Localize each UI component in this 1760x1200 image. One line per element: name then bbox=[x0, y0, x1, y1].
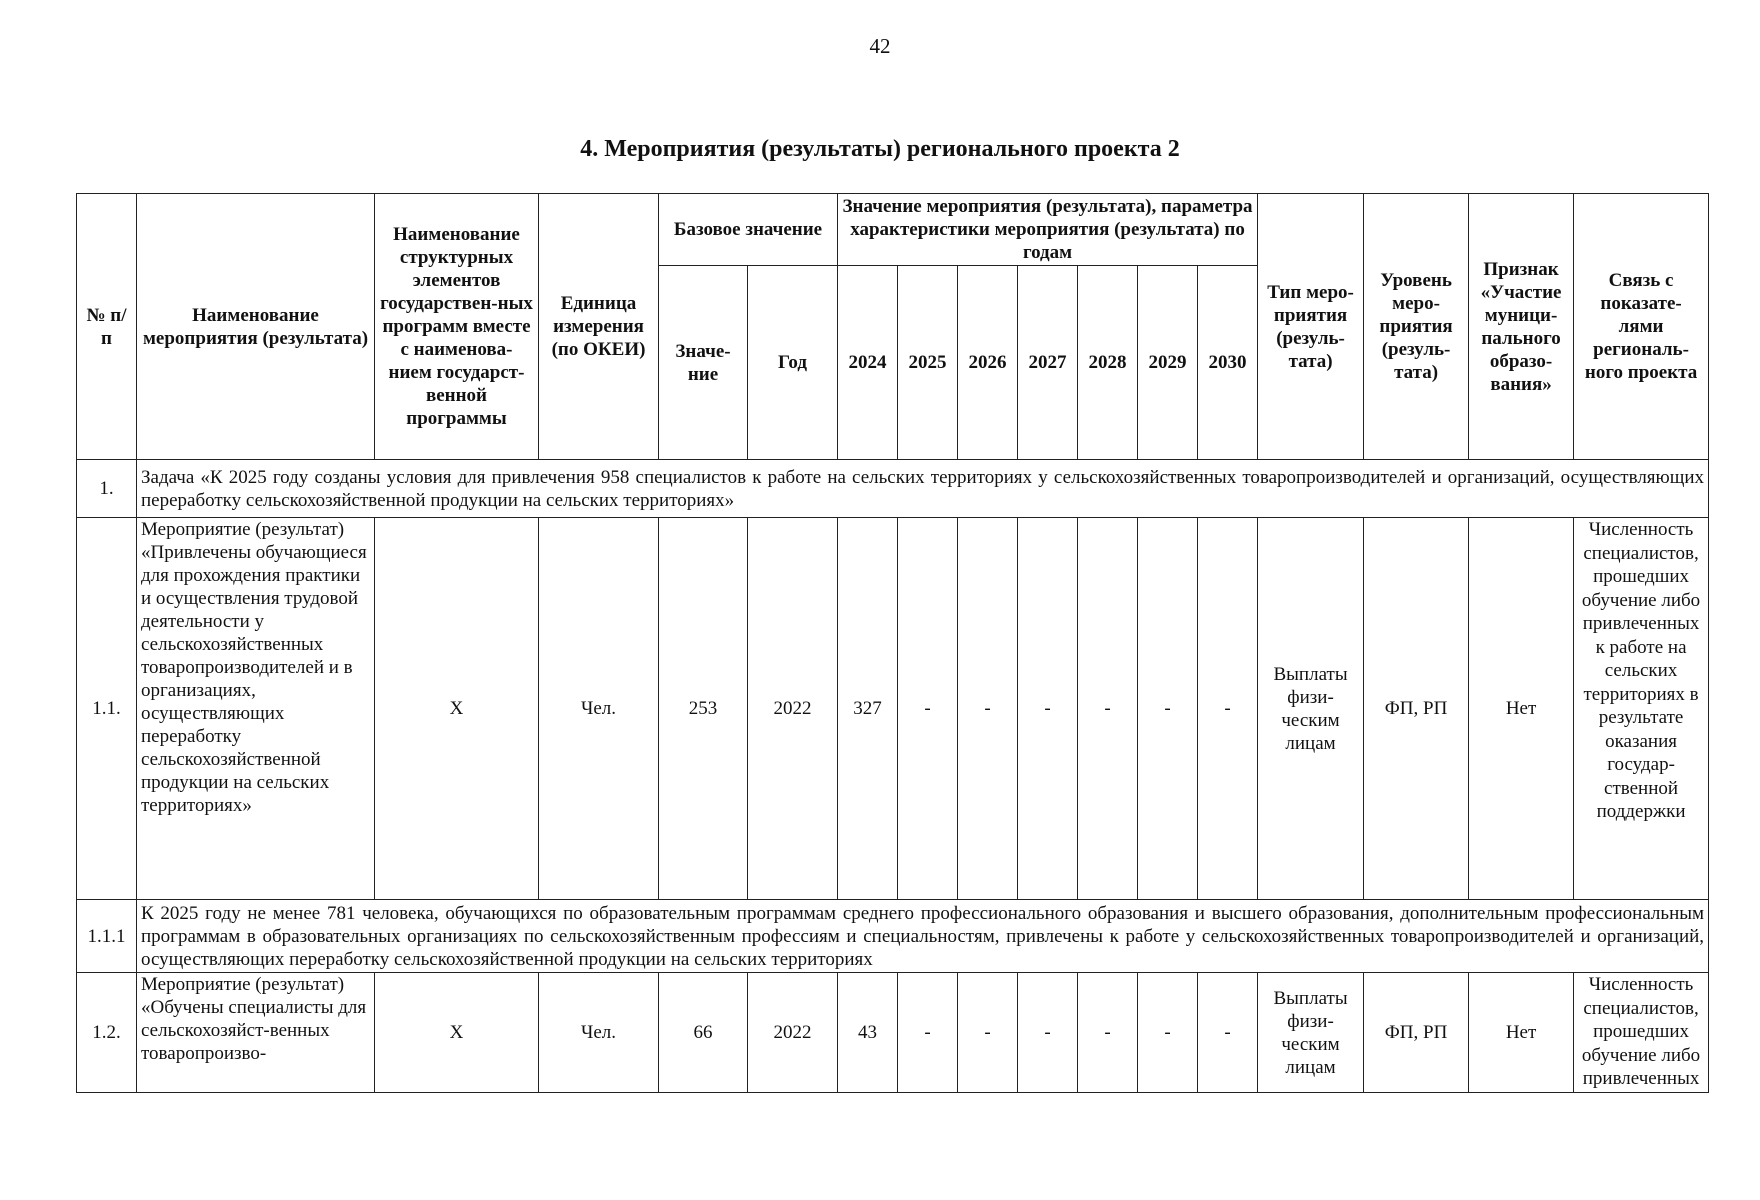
row-year-value: - bbox=[1138, 973, 1198, 1093]
row-year-value: - bbox=[1018, 973, 1078, 1093]
task-num: 1. bbox=[77, 460, 137, 518]
row-type: Выплаты физи-ческим лицам bbox=[1258, 973, 1364, 1093]
task-row bbox=[77, 900, 1709, 973]
row-year-value: - bbox=[1198, 518, 1258, 900]
row-program: Х bbox=[375, 973, 539, 1093]
row-link: Численность специалистов, прошедших обучение либо привлеченных bbox=[1574, 973, 1709, 1093]
header-year: 2030 bbox=[1198, 266, 1258, 460]
row-municipal: Нет bbox=[1469, 518, 1574, 900]
row-type: Выплаты физи-ческим лицам bbox=[1258, 518, 1364, 900]
task-text: Задача «К 2025 году созданы условия для привлечения 958 специалистов к работе на сельских территориях у сельскохозяйственных товаропроизводителей и организаций, осуществляющих переработку сельскохозяйственной продукции на сельских территориях» bbox=[137, 460, 1709, 518]
header-row-1 bbox=[77, 194, 1709, 266]
page-number: 42 bbox=[869, 34, 891, 58]
row-year-value: - bbox=[1078, 518, 1138, 900]
header-base-year: Год bbox=[748, 266, 838, 460]
row-year-value: - bbox=[958, 518, 1018, 900]
row-year-value: - bbox=[958, 973, 1018, 1093]
row-level: ФП, РП bbox=[1364, 973, 1469, 1093]
row-year-value: 327 bbox=[838, 518, 898, 900]
row-base-year: 2022 bbox=[748, 518, 838, 900]
row-unit: Чел. bbox=[539, 973, 659, 1093]
row-year-value: - bbox=[898, 518, 958, 900]
task-text: К 2025 году не менее 781 человека, обучающихся по образовательным программам среднего профессионального образования и высшего образования, дополнительным профессиональным программам в образовательных организациях по сельскохозяйственным профессиям и специальностям, привлечены к работе у сельскохозяйственных товаропроизводителей и организаций, осуществляющих переработку сельскохозяйственной продукции на сельских территориях bbox=[137, 900, 1709, 973]
row-num: 1.1. bbox=[77, 518, 137, 900]
row-year-value: - bbox=[1138, 518, 1198, 900]
row-link: Численность специалистов, прошедших обучение либо привлеченных к работе на сельских территориях в результате оказания государ-ственной поддержки bbox=[1574, 518, 1709, 900]
section-title: 4. Мероприятия (результаты) регионального проекта 2 bbox=[580, 136, 1180, 162]
row-unit: Чел. bbox=[539, 518, 659, 900]
header-year: 2029 bbox=[1138, 266, 1198, 460]
row-base-year: 2022 bbox=[748, 973, 838, 1093]
header-by-years: Значение мероприятия (результата), параметра характеристики мероприятия (результата) по годам bbox=[838, 194, 1258, 266]
table-row bbox=[77, 518, 1709, 900]
header-municipal: Признак «Участие муници-пального образо-вания» bbox=[1469, 194, 1574, 460]
task-row bbox=[77, 460, 1709, 518]
row-year-value: - bbox=[1018, 518, 1078, 900]
row-year-value: - bbox=[898, 973, 958, 1093]
row-event-name: Мероприятие (результат) «Привлечены обучающиеся для прохождения практики и осуществления трудовой деятельности у сельскохозяйственных товаропроизводителей и в организациях, осуществляющих переработку сельскохозяйственной продукции на сельских территориях» bbox=[137, 518, 375, 900]
row-level: ФП, РП bbox=[1364, 518, 1469, 900]
row-municipal: Нет bbox=[1469, 973, 1574, 1093]
row-year-value: - bbox=[1198, 973, 1258, 1093]
row-year-value: 43 bbox=[838, 973, 898, 1093]
header-link: Связь с показате-лями региональ-ного проекта bbox=[1574, 194, 1709, 460]
task-num: 1.1.1 bbox=[77, 900, 137, 973]
row-base-value: 66 bbox=[659, 973, 748, 1093]
header-base: Базовое значение bbox=[659, 194, 838, 266]
header-base-value: Значе-ние bbox=[659, 266, 748, 460]
row-num: 1.2. bbox=[77, 973, 137, 1093]
header-level: Уровень меро-приятия (резуль-тата) bbox=[1364, 194, 1469, 460]
header-type: Тип меро-приятия (резуль-тата) bbox=[1258, 194, 1364, 460]
header-year: 2028 bbox=[1078, 266, 1138, 460]
header-name: Наименование мероприятия (результата) bbox=[137, 194, 375, 460]
header-year: 2024 bbox=[838, 266, 898, 460]
header-unit: Единица измерения (по ОКЕИ) bbox=[539, 194, 659, 460]
header-year: 2025 bbox=[898, 266, 958, 460]
header-num: № п/п bbox=[77, 194, 137, 460]
events-table bbox=[76, 193, 1709, 1093]
row-year-value: - bbox=[1078, 973, 1138, 1093]
row-base-value: 253 bbox=[659, 518, 748, 900]
row-event-name: Мероприятие (результат) «Обучены специалисты для сельскохозяйст-венных товаропроизво- bbox=[137, 973, 375, 1093]
table-row bbox=[77, 973, 1709, 1093]
header-program: Наименование структурных элементов государствен-ных программ вместе с наименова-нием государст-венной программы bbox=[375, 194, 539, 460]
header-year: 2026 bbox=[958, 266, 1018, 460]
row-program: Х bbox=[375, 518, 539, 900]
header-year: 2027 bbox=[1018, 266, 1078, 460]
